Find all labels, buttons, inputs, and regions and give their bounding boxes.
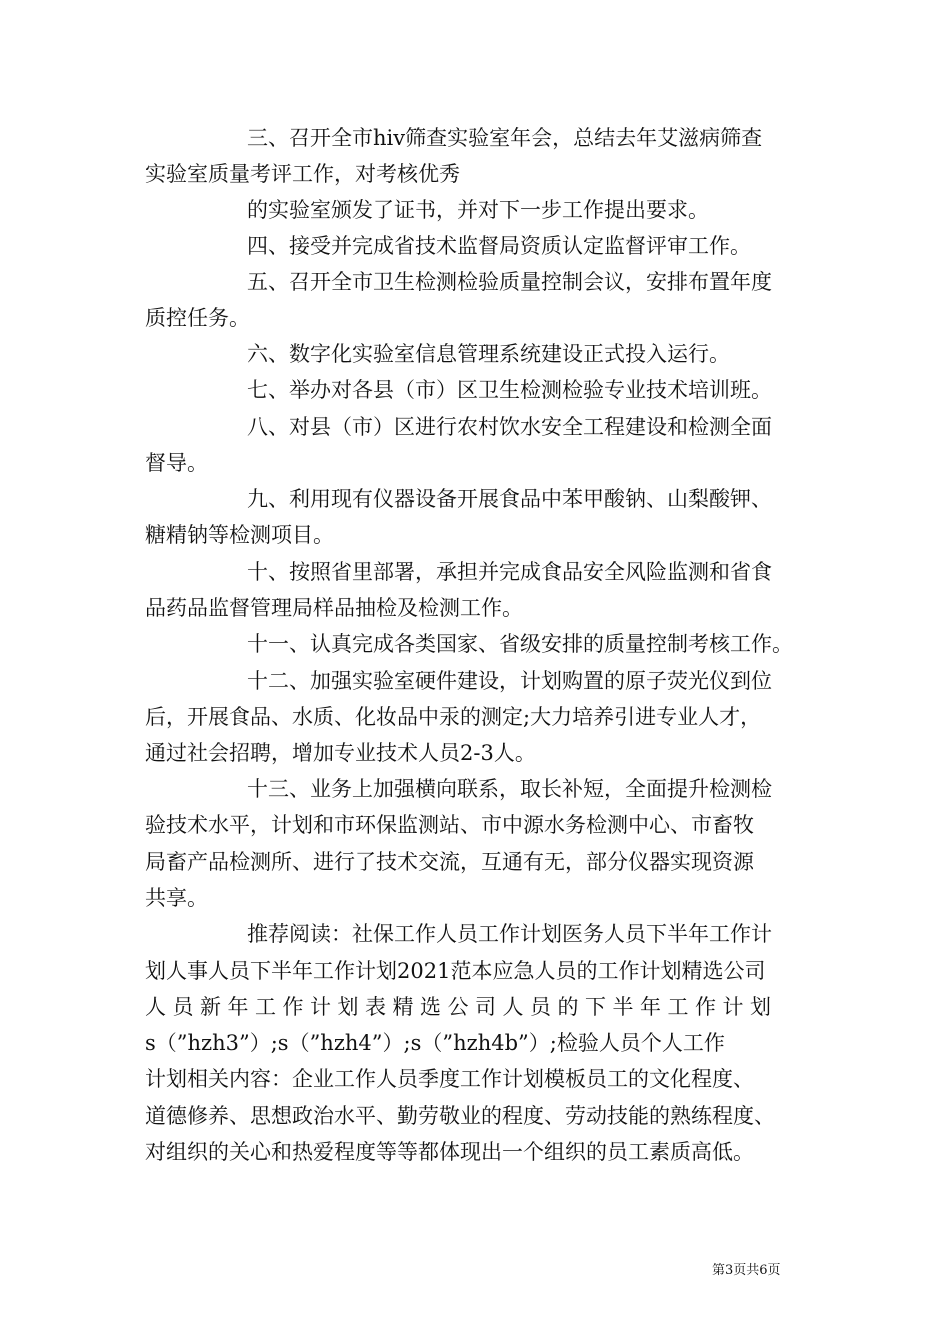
text-line: 推荐阅读：社保工作人员工作计划医务人员下半年工作计	[247, 922, 772, 946]
text-line: 九、利用现有仪器设备开展食品中苯甲酸钠、山梨酸钾、	[247, 487, 772, 511]
text-line: 通过社会招聘，增加专业技术人员2-3人。	[145, 741, 536, 765]
text-line: 督导。	[145, 451, 208, 475]
text-line: 八、对县（市）区进行农村饮水安全工程建设和检测全面	[247, 415, 772, 439]
text-line: 道德修养、思想政治水平、勤劳敬业的程度、劳动技能的熟练程度、	[145, 1104, 775, 1128]
text-line: s（”hzh3”）;s（”hzh4”）;s（”hzh4b”）;检验人员个人工作	[145, 1031, 725, 1055]
text-line: 计划相关内容：企业工作人员季度工作计划模板员工的文化程度、	[145, 1067, 754, 1091]
text-line: 十二、加强实验室硬件建设，计划购置的原子荧光仪到位	[247, 669, 772, 693]
text-line: 局畜产品检测所、进行了技术交流，互通有无，部分仪器实现资源	[145, 850, 754, 874]
text-line: 对组织的关心和热爱程度等等都体现出一个组织的员工素质高低。	[145, 1140, 754, 1164]
text-line: 后，开展食品、水质、化妆品中汞的测定;大力培养引进专业人才，	[145, 705, 762, 729]
text-line: 人员新年工作计划表精选公司人员的下半年工作计划	[145, 995, 778, 1019]
text-line: 七、举办对各县（市）区卫生检测检验专业技术培训班。	[247, 378, 772, 402]
text-line: 的实验室颁发了证书，并对下一步工作提出要求。	[247, 198, 709, 222]
text-line: 六、数字化实验室信息管理系统建设正式投入运行。	[247, 342, 730, 366]
text-line: 划人事人员下半年工作计划2021范本应急人员的工作计划精选公司	[145, 959, 766, 983]
text-line: 验技术水平，计划和市环保监测站、市中源水务检测中心、市畜牧	[145, 813, 754, 837]
text-line: 四、接受并完成省技术监督局资质认定监督评审工作。	[247, 234, 751, 258]
page-number-footer: 第3页共6页	[712, 1263, 781, 1278]
text-line: 品药品监督管理局样品抽检及检测工作。	[145, 596, 523, 620]
text-line: 三、召开全市hiv筛查实验室年会，总结去年艾滋病筛查	[247, 126, 763, 150]
text-line: 糖精钠等检测项目。	[145, 523, 334, 547]
text-line: 质控任务。	[145, 306, 250, 330]
text-line: 实验室质量考评工作，对考核优秀	[145, 162, 460, 186]
text-line: 五、召开全市卫生检测检验质量控制会议，安排布置年度	[247, 270, 772, 294]
text-line: 十一、认真完成各类国家、省级安排的质量控制考核工作。	[247, 632, 793, 656]
text-line: 共享。	[145, 886, 208, 910]
text-line: 十、按照省里部署，承担并完成食品安全风险监测和省食	[247, 560, 772, 584]
text-line: 十三、业务上加强横向联系，取长补短，全面提升检测检	[247, 777, 772, 801]
